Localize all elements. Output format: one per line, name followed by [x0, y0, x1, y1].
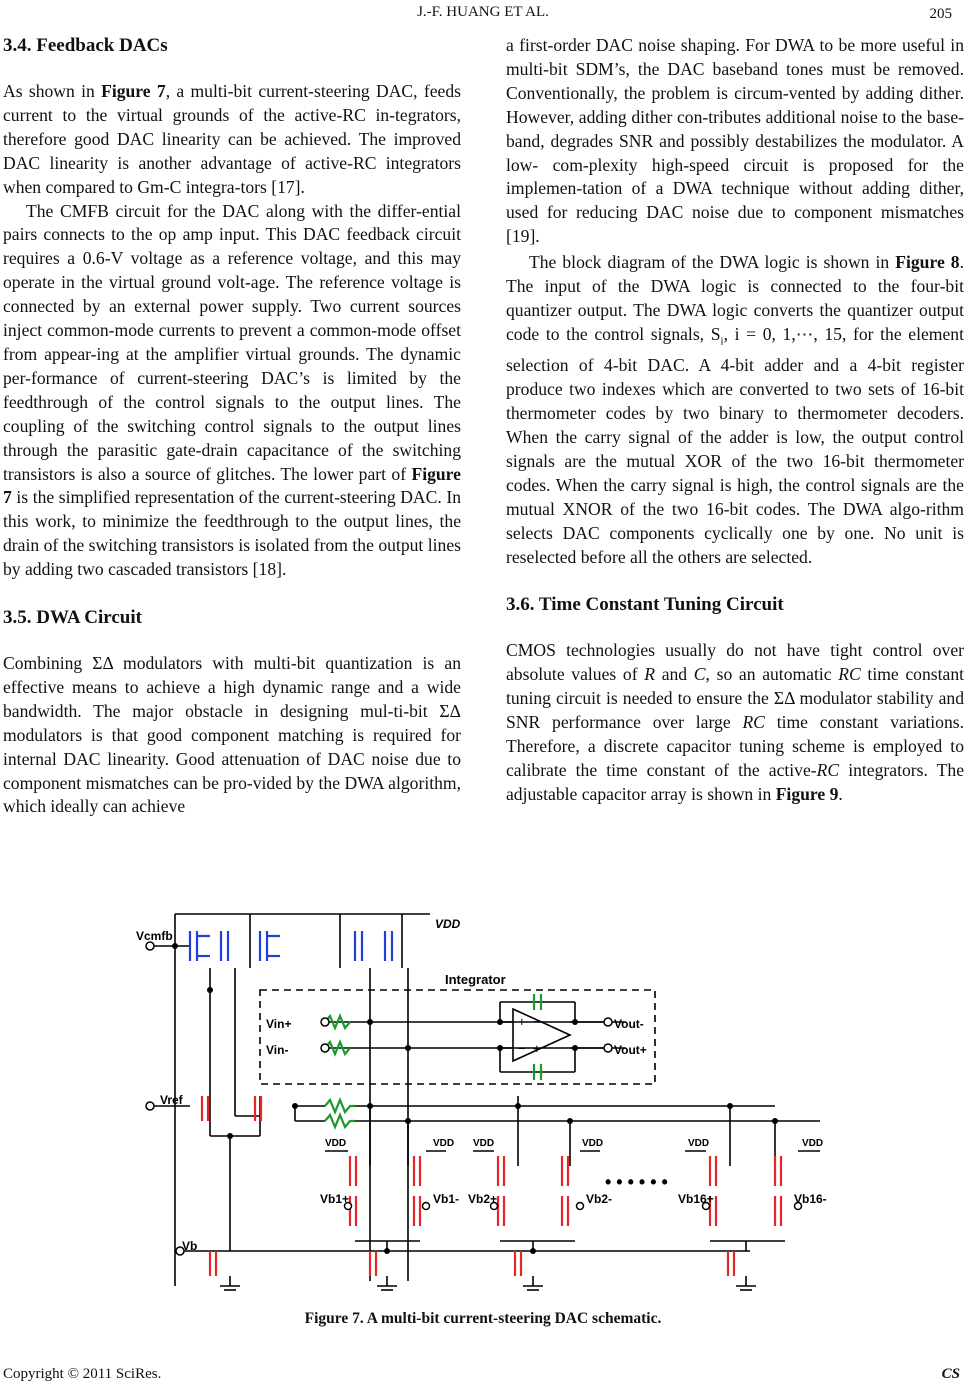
svg-text:+: +: [533, 1041, 541, 1056]
label-vcmfb: Vcmfb: [136, 929, 173, 943]
label-vdd: VDD: [325, 1138, 347, 1149]
label-vb2-minus: Vb2-: [586, 1192, 613, 1206]
running-head: J.-F. HUANG ET AL.: [417, 4, 549, 20]
label-vdd: VDD: [473, 1138, 495, 1149]
copyright: Copyright © 2011 SciRes.: [3, 1366, 162, 1382]
label-vb16-minus: Vb16-: [794, 1192, 827, 1206]
page-footer: [0, 1366, 966, 1386]
paragraph: As shown in Figure 7, a multi-bit current-steering DAC, feeds current to the virtual grounds of the active-RC in-tegrators, therefore good DAC linearity can be achieved. The improved DAC linearity is another advantage of active-RC integrators when compared to Gm-C integra-tors [17].: [3, 81, 461, 197]
label-vb1-plus: Vb1+: [320, 1192, 350, 1206]
dac-schematic-figure: [130, 906, 836, 1298]
paragraph: Combining ΣΔ modulators with multi-bit quantization is an effective means to achieve a high dynamic range and a wide bandwidth. The major obstacle in designing mul-ti-bit ΣΔ modulators is that good component matching is required for internal DAC linearity. Good attenuation of DAC noise due to component mismatches can be pro-vided by the DWA algorithm, which ideally can achieve: [3, 653, 461, 817]
paragraph: The CMFB circuit for the DAC along with the differ-ential pairs connects to the op amp input. This DAC feedback circuit requires a 0.6-V voltage as a reference voltage, and this may operate in the virtual ground volt-age. The reference voltage is connected by an external power supply. Two current sources inject common-mode currents to prevent a common-mode offset from appear-ing at the amplifier virtual grounds. The dynamic per-formance of current-steering DAC’s is limited by the feedthrough of the control signals to the output lines. The coupling of the switching control signals to the output lines through the parasitic gate-drain capacitance of the switching transistors is also a source of glitches. The lower part of Figure 7 is the simplified representation of the current-steering DAC. In this work, to minimize the feedthrough to the output lines, the drain of the switching transistors is isolated from the output lines by adding two cascaded transistors [18].: [3, 200, 461, 580]
label-vdd: VDD: [433, 1138, 455, 1149]
label-vin-minus: Vin-: [266, 1043, 289, 1057]
label-vref: Vref: [160, 1093, 183, 1107]
label-integrator: Integrator: [445, 972, 506, 987]
svg-text:+: +: [518, 1014, 526, 1029]
section-3-6-title: 3.6. Time Constant Tuning Circuit: [506, 594, 784, 616]
left-column: [3, 34, 461, 819]
svg-text:−: −: [518, 1041, 526, 1056]
section-3-5-title: 3.5. DWA Circuit: [3, 607, 142, 629]
nmos-transistors: [202, 1096, 781, 1276]
figure-caption: Figure 7. A multi-bit current-steering DAC schematic.: [304, 1310, 662, 1327]
figure-reference: Figure 9: [775, 783, 839, 804]
label-vdd: VDD: [582, 1138, 604, 1149]
label-vb: Vb: [182, 1239, 198, 1253]
label-vdd: VDD: [688, 1138, 710, 1149]
label-vin-plus: Vin+: [266, 1017, 292, 1031]
page-number: 205: [929, 6, 952, 22]
paragraph: The block diagram of the DWA logic is shown in Figure 8. The input of the DWA logic is connected to the four-bit quantizer output. The DWA logic converts the quantizer output code to the control signals, $S_i$, i = 0, 1,⋯, 15, for the element selection of 4-bit DAC. A 4-bit adder and a 4-bit register produce two indexes which are converted to two sets of 16-bit thermometer codes by two binary to thermometer decoders. When the carry signal of the adder is low, the output control signals are the mutual XOR of the two 16-bit thermometer codes. When the carry signal is high, the control signals are the mutual XNOR of the two 16-bit codes. The DWA algo-rithm selects DAC components cyclically one by one. No unit is reselected before all the others are selected.: [506, 252, 964, 567]
pmos-transistors: [190, 931, 392, 961]
label-vb1-minus: Vb1-: [433, 1192, 460, 1206]
section-3-4-title: 3.4. Feedback DACs: [3, 35, 168, 56]
label-vout-plus: Vout+: [614, 1043, 647, 1057]
paragraph: a first-order DAC noise shaping. For DWA to be more useful in multi-bit SDM’s, the DAC baseband tones must be removed. Conventionally, the problem is circum-vented by adding dither. However, adding dither con-tributes additional noise to the base-band, degrades SNR and possibly destabilizes the modulator. A low- com-plexity high-speed circuit is proposed for the implemen-tation of a DWA technique without adding dither, used for reducing DAC noise due to component mismatches [19].: [506, 35, 964, 247]
label-vb16-plus: Vb16+: [678, 1192, 714, 1206]
label-ellipsis: • • • • • •: [605, 1172, 668, 1192]
label-vb2-plus: Vb2+: [468, 1192, 498, 1206]
right-column: [506, 34, 964, 807]
resistors: [325, 994, 541, 1127]
label-vout-minus: Vout-: [614, 1017, 644, 1031]
figure-reference: Figure 7: [3, 463, 461, 508]
svg-text:−: −: [533, 1014, 541, 1029]
label-vdd: VDD: [802, 1138, 824, 1149]
figure-reference: Figure 8: [895, 252, 960, 273]
figure-reference: Figure 7: [101, 81, 166, 101]
journal-abbrev: CS: [941, 1366, 960, 1382]
label-vdd-top: VDD: [435, 917, 461, 931]
page-header: [0, 2, 966, 24]
paragraph: CMOS technologies usually do not have tight control over absolute values of R and C, so an automatic RC time constant tuning circuit is needed to ensure the ΣΔ modulator stability and SNR performance over large RC time constant variations. Therefore, a discrete capacitor tuning scheme is employed to calibrate the time constant of the active-RC integrators. The adjustable capacitor array is shown in Figure 9.: [506, 640, 965, 804]
